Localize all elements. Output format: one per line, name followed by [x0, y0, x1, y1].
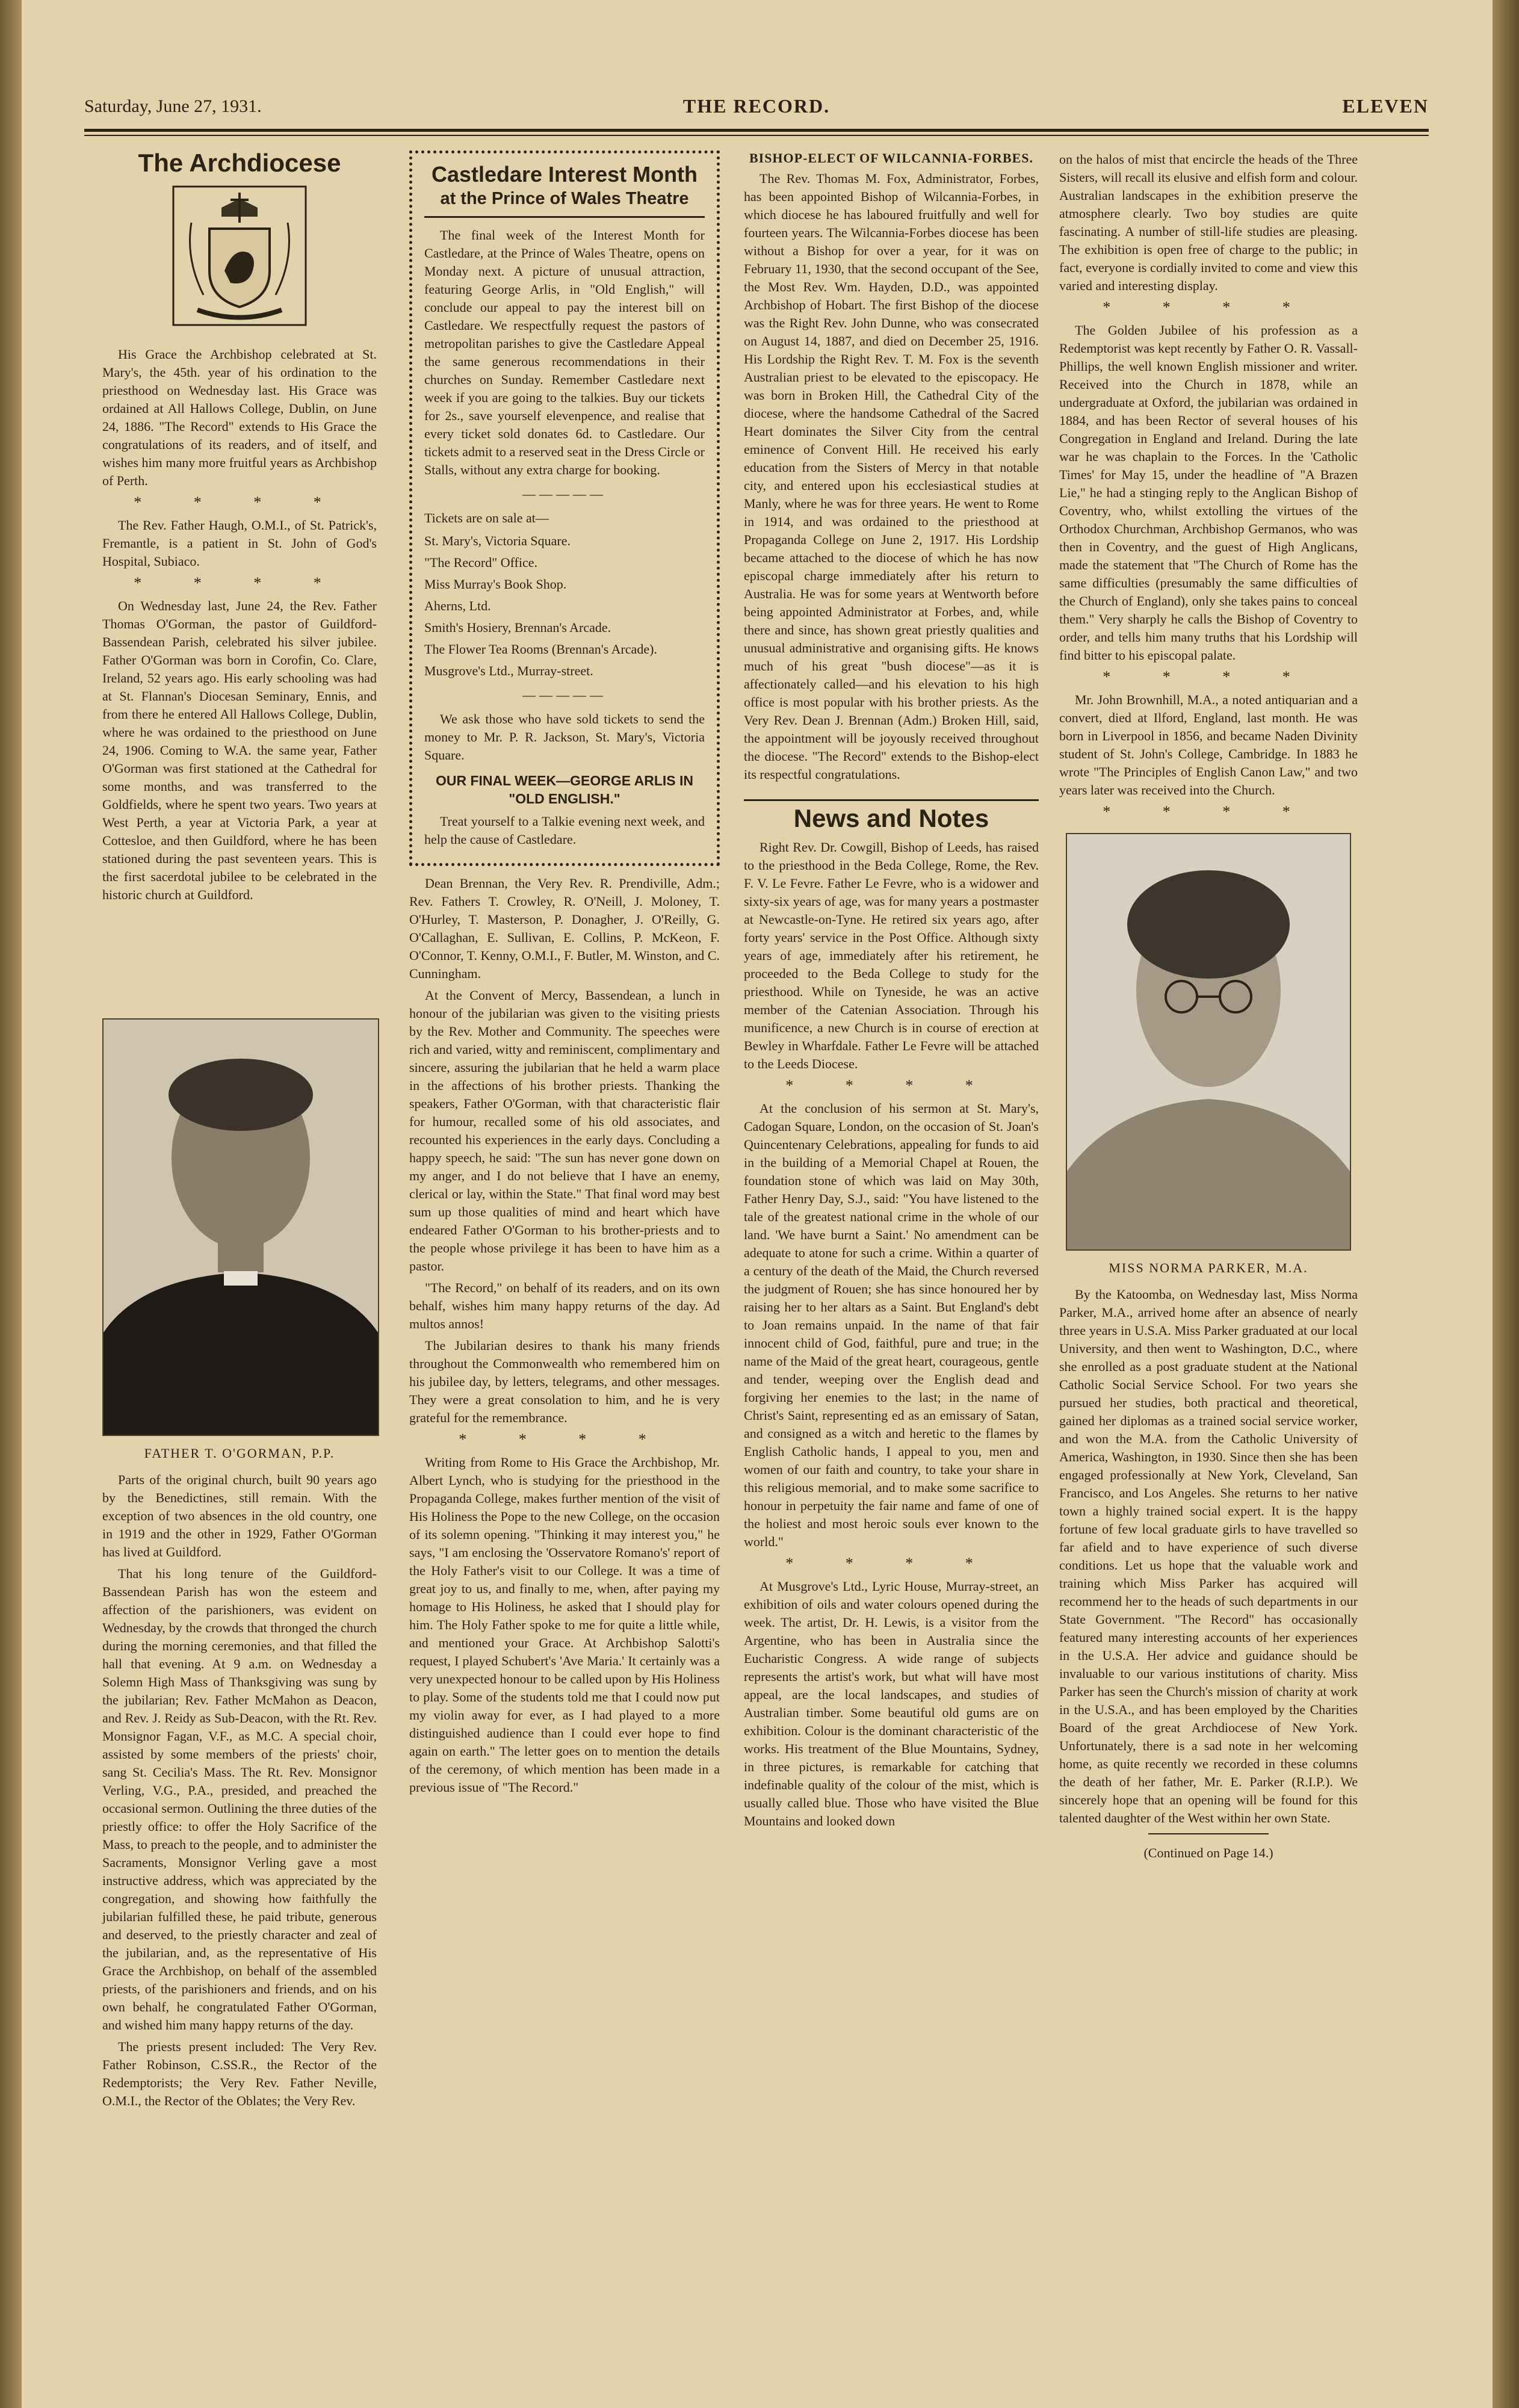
section-title-news-and-notes: News and Notes [744, 799, 1039, 828]
photo-norma-parker [1066, 833, 1351, 1251]
paragraph: On Wednesday last, June 24, the Rev. Father Thomas O'Gorman, the pastor of Guildford-Bassendean Parish, celebrated his silver jubilee. Father O'Gorman was born in Corofin, Co. Clare, Ireland, 52 years ago. His early schooling was had at St. Flannan's Diocesan Seminary, Ennis, and from there he entered All Hallows College, Dublin, where he was ordained to the priesthood on June 24, 1906. Coming to W.A. the same year, Father O'Gorman was first stationed at the Cathedral for some months, and was transferred to the Goldfields, where he spent two years. Two years at West Perth, a year at Victoria Park, a year at Cottesloe, and then Guildford, where he has been stationed during the past seventeen years. This is the first sacerdotal jubilee to be celebrated in the historic church at Guildford. [102, 598, 377, 902]
header-rule [84, 129, 1429, 132]
separator-stars: * * * * [134, 494, 345, 511]
page-number: ELEVEN [1342, 95, 1429, 117]
box-subheading: OUR FINAL WEEK—GEORGE ARLIS IN "OLD ENGLISH." [435, 773, 694, 806]
paragraph: on the halos of mist that encircle the heads of the Three Sisters, will recall its elusive and elfish form and colour. Australian landscapes in the exhibition preserve the atmosphere clearly. Two boy studies are quite fascinating. A number of still-life studies are pleasing. The exhibition is open free of charge to the public; in fact, everyone is cordially invited to come and view this varied and interesting display. [1059, 152, 1358, 293]
separator-stars: * * * * [1103, 299, 1314, 316]
box-title: Castledare Interest Month [431, 162, 698, 187]
paragraph: Treat yourself to a Talkie evening next week, and help the cause of Castledare. [424, 814, 705, 847]
list-item: Musgrove's Ltd., Murray-street. [424, 663, 593, 678]
issue-date: Saturday, June 27, 1931. [84, 96, 262, 116]
separator-stars: * * * * [785, 1077, 997, 1094]
portrait-image [1067, 834, 1350, 1249]
castledare-notice-box [409, 150, 720, 866]
masthead: THE RECORD. [682, 95, 831, 117]
paragraph: At the conclusion of his sermon at St. Mary's, Cadogan Square, London, on the occasion of St. Joan's Quincentenary Celebrations, appealing for funds to aid in the building of a Memorial Chapel at Rouen, the foundation stone of which was laid on May 30th, Father Henry Day, S.J., said: "You have listened to the tale of the greatest national crime in the whole of our land. 'We have burnt a Saint.' No amendment can be adequate to atone for such a crime. Within a quarter of a century of the death of the Maid, the Church reversed the judgment of Rouen; she has since honoured her by raising her to her altars as a Saint. But England's debt to Joan remains unpaid. In the name of that fair innocent child of God, faithful, pure and true; in the name of the Maid of the great heart, courageous, gentle and tender, weeping over the English dead and forgiving her enemies to the last; in the name of Christ's Saint, representing ed as an emissary of Satan, and consigned as a witch and heretic to the flames by English Catholic hands, I appeal to you, men and women of our faith and country, to take your share in this religious memorial, and to make some sacrifice to honour in perpetuity the fair name and fame of one of the holiest and most heroic souls ever known to the world." [744, 1101, 1039, 1549]
paragraph: Right Rev. Dr. Cowgill, Bishop of Leeds, has raised to the priesthood in the Beda College, Rome, the Rev. F. V. Le Fevre. Father Le Fevre, who is a widower and sixty-six years of age, was for many years a postmaster at Newcastle-on-Tyne. He retired six years ago, after forty years' service in the Post Office. Although sixty years of age, immediately after his retirement, he proceeded to the Beda College to study for the priesthood. While on Tyneside, he was an active member of the Catenian Association. Through his munificence, a new Church is in course of erection at Bewley in Wharfdale. Father Le Fevre will be attached to the Leeds Diocese. [744, 840, 1039, 1071]
paragraph: Dean Brennan, the Very Rev. R. Prendiville, Adm.; Rev. Fathers T. Crowley, R. O'Neill, J. Moloney, T. O'Hurley, T. Masterson, P. Donagher, J. O'Reilly, G. O'Callaghan, E. Sullivan, E. Collins, P. McKeon, F. O'Connor, T. Kenny, O.M.I., F. Butler, M. Winston, and C. Cunningham. [409, 876, 720, 981]
page-header [84, 91, 1429, 128]
paragraph: Parts of the original church, built 90 years ago by the Benedictines, still remain. With the exception of two absences in the old country, one in 1919 and the other in 1929, Father O'Gorman has lived at Guildford. [102, 1472, 377, 1559]
list-item: Miss Murray's Book Shop. [424, 577, 567, 592]
box-subtitle: at the Prince of Wales Theatre [424, 190, 705, 218]
list-item: Smith's Hosiery, Brennan's Arcade. [424, 620, 611, 635]
page-binding-shadow [0, 0, 22, 2408]
paragraph: The Rev. Thomas M. Fox, Administrator, Forbes, has been appointed Bishop of Wilcannia-Forbes, in which diocese he has laboured fruitfully and well for fourteen years. The Wilcannia-Forbes diocese has been without a Bishop for over a year, for it was on February 11, 1930, that the second occupant of the See, the Most Rev. Wm. Hayden, D.D., was appointed Archbishop of Hobart. The first Bishop of the diocese was the Right Rev. John Dunne, who was consecrated on August 14, 1887, and died on December 25, 1916. His Lordship the Right Rev. T. M. Fox is the seventh Australian priest to be elevated to the episcopacy. He was born in Broken Hill, the Cathedral City of the diocese, where the handsome Cathedral of the Sacred Heart dominates the Silver City from the central eminence of Convent Hill. He received his early education from the Sisters of Mercy in that notable city, and entered upon his ecclesiastical studies at Manly, where he was for three years. He went to Rome in 1914, and was ordained to the priesthood at Propaganda College on June 2, 1917. His Lordship became attached to the diocese of which he has now episcopal charge immediately after his return to Australia. He was for some years at Wentworth before being appointed Administrator at Forbes, and, while there and since, has shown great priestly qualities and unusual administrative and organising gifts. He knows much of his great "bush diocese"—as it is affectionately called—and his elevation to his high office is most popular with his brother priests. As the Very Rev. Dean J. Brennan (Adm.) Broken Hill, said, the appointment will be joyously received throughout the diocese. "The Record" extends to the Bishop-elect its respectful congratulations. [744, 171, 1039, 782]
paragraph: The final week of the Interest Month for Castledare, at the Prince of Wales Theatre, opens on Monday next. A picture of unusual attraction, featuring George Arlis, in "Old English," will conclude our appeal to pay the interest bill on Castledare. We respectfully request the pastors of metropolitan parishes to give the Castledare Appeal the same generous recommendations in their churches on Sunday. Remember Castledare next week if you are going to the talkies. Buy our tickets for 2s., save yourself elevenpence, and realise that every ticket sold donates 6d. to Castledare. Our tickets admit to a reserved seat in the Dress Circle or Stalls, without any extra charge for booking. [424, 227, 705, 477]
paragraph: At the Convent of Mercy, Bassendean, a lunch in honour of the jubilarian was given to the visiting priests by the Rev. Mother and Community. The speeches were rich and varied, witty and reminiscent, complimentary and sincere, assuring the jubilarian that he held a warm place in the affections of his brother priests. Thanking the speakers, Father O'Gorman, with that characteristic flair for humour, recalled some of his old associates, and recounted his experiences in the early days. Concluding a happy speech, he said: "The sun has never gone down on my anger, and I do not believe that I have an enemy, clerical or lay, within the State." That final word may best sum up those qualities of mind and heart which have endeared Father O'Gorman to his brother-priests and to the people whose privilege it has been to have him as a pastor. [409, 988, 720, 1274]
paragraph: The Rev. Father Haugh, O.M.I., of St. Patrick's, Fremantle, is a patient in St. John of God's Hospital, Subiaco. [102, 518, 377, 569]
paragraph: By the Katoomba, on Wednesday last, Miss Norma Parker, M.A., arrived home after an absence of nearly three years in U.S.A. Miss Parker graduated at our local University, and then went to Washington, D.C., where she enrolled as a post graduate student at the National Catholic Social Service School. For two years she pursued her studies, both practical and theoretical, gained her diplomas as a trained social service worker, and won the M.A. from the Catholic University of America, Washington, in 1930. Since then she has been engaged professionally at New York, Cleveland, San Francisco, and Los Angeles. She returns to her native town a highly trained social expert. It is the happy fortune of few local graduate girls to have travelled so far afield and to have experience of such diverse conditions. Let us hope that the valuable work and training which Miss Parker has acquired will recommend her to the heads of such departments in our State Government. "The Record" has occasionally featured many interesting accounts of her experiences in the U.S.A. Her advice and guidance should be invaluable to our various institutions of charity. Miss Parker has seen the Church's mission of charity at work in the U.S.A., and has been employed by the Charities Board of the great Archdiocese of New York. Unfortunately, there is a sad note in her welcoming home, as quite recently we recorded in these columns the death of her father, Mr. E. Parker (R.I.P.). We sincerely hope that an opening will be found for this talented daughter of the West within her own State. [1059, 1287, 1358, 1825]
photo-father-ogorman [102, 1018, 379, 1436]
column-castledare [409, 150, 720, 1800]
separator-stars: * * * * [459, 1431, 670, 1448]
portrait-image [104, 1020, 378, 1435]
ticket-outlets-list [424, 532, 705, 680]
separator-stars: * * * * [134, 574, 345, 592]
paragraph: That his long tenure of the Guildford-Bassendean Parish has won the esteem and affection of the parishioners, was evident on Wednesday, by the crowds that thronged the church during the morning ceremonies, and that filled the hall that evening. At 9 a.m. on Wednesday a Solemn High Mass of Thanksgiving was sung by the jubilarian; Rev. Father McMahon as Deacon, and Rev. J. Reidy as Sub-Deacon, with the Rt. Rev. Monsignor Fagan, V.F., as M.C. A special choir, assisted by some members of the priests' choir, sang St. Cecilia's Mass. The Rt. Rev. Monsignor Verling, V.G., P.A., presided, and preached the occasional sermon. Outlining the three duties of the priestly office: to offer the Holy Sacrifice of the Mass, to preach to the people, and to administer the Sacraments, Monsignor Verling gave a most instructive address, which was appreciated by the congregation, and showing how faithfully the jubilarian fulfilled these, he paid tribute, generous and deserved, to the priestly character and zeal of the jubilarian, and, as the representative of His Grace the Archbishop, on behalf of the assembled priests, of the parishioners and friends, and on his own behalf, he congratulated Father O'Gorman, and wished him many happy returns of the day. [102, 1566, 377, 2032]
separator-stars: * * * * [1103, 803, 1314, 820]
continued-notice: (Continued on Page 14.) [1143, 1845, 1273, 1860]
divider: ————— [522, 486, 607, 501]
divider [1148, 1833, 1269, 1834]
list-item: Aherns, Ltd. [424, 598, 491, 613]
column-archdiocese [102, 150, 377, 2114]
divider: ————— [522, 687, 607, 702]
paragraph: His Grace the Archbishop celebrated at St. Mary's, the 45th. year of his ordination to the priesthood on Wednesday last. His Grace was ordained at All Hallows College, Dublin, on June 24, 1886. "The Record" extends to His Grace the congratulations of its readers, and of itself, and wishes him many more fruitful years as Archbishop of Perth. [102, 347, 377, 488]
tickets-intro: Tickets are on sale at— [424, 510, 549, 525]
column-news [744, 150, 1039, 1834]
section-title-archdiocese: The Archdiocese [138, 149, 341, 177]
paragraph: Writing from Rome to His Grace the Archbishop, Mr. Albert Lynch, who is studying for the priesthood in the Propaganda College, makes further mention of the visit of His Holiness the Pope to the new College, on the occasion of its solemn opening. "Thinking it may interest you," he says, "I am enclosing the 'Osservatore Romano's' report of the Holy Father's visit to our College. It was a time of great joy to us, and finally to me, when, after paying my homage to His Holiness, he asked that I should play for him. The Holy Father spoke to me for quite a little while, and mentioned your Grace. At Archbishop Salotti's request, I played Schubert's 'Ave Maria.' It certainly was a very unexpected honour to be called upon by His Holiness to play. Some of the students told me that I could now put my violin away for ever, as I had played to a more distinguished audience than I could ever hope to find again on earth." The letter goes on to mention the details of the ceremony, of which mention has been made in a previous issue of "The Record." [409, 1455, 720, 1795]
paragraph: We ask those who have sold tickets to send the money to Mr. P. R. Jackson, St. Mary's, Victoria Square. [424, 711, 705, 763]
paragraph: The Golden Jubilee of his profession as a Redemptorist was kept recently by Father O. R. Vassall-Phillips, the well known English missioner and writer. Received into the Church in 1878, while an undergraduate at Oxford, the jubilarian was ordained in 1884, and has been Rector of several houses of his Congregation in England and Ireland. During the late war he was chaplain to the Forces. In the 'Catholic Times' for May 15, under the headline of "A Brazen Lie," he had a stinging reply to the Anglican Bishop of Coventry, who, whilst extolling the virtues of the Orthodox Churchman, Archbishop Germanos, who was then in Coventry, and the guest of High Anglicans, made the statement that "The Church of Rome has the same difficulties (presumably the same difficulties of the Church of England), only she takes pains to conceal them." Very sharply he calls the Bishop of Coventry to order, and tells him many truths that his Lordship will find bitter to his episcopal palate. [1059, 323, 1358, 663]
photo-caption: FATHER T. O'GORMAN, P.P. [144, 1446, 335, 1461]
paragraph: Mr. John Brownhill, M.A., a noted antiquarian and a convert, died at Ilford, England, last month. He was born in Liverpool in 1856, and became Naden Divinity student of St. John's College, Cambridge. In 1883 he wrote "The Principles of English Canon Law," and two years later was received into the Church. [1059, 692, 1358, 797]
separator-stars: * * * * [785, 1555, 997, 1572]
list-item: "The Record" Office. [424, 555, 537, 570]
list-item: St. Mary's, Victoria Square. [424, 533, 571, 548]
header-rule-thin [84, 135, 1429, 136]
paragraph: The priests present included: The Very Rev. Father Robinson, C.SS.R., the Rector of the Redemptorists; the Very Rev. Father Neville, O.M.I., the Rector of the Oblates; the Very Rev. [102, 2039, 377, 2108]
coat-of-arms-icon [167, 181, 312, 331]
page-edge-shadow [1493, 0, 1519, 2408]
paragraph: The Jubilarian desires to thank his many friends throughout the Commonwealth who remembered him on his jubilee day, by letters, telegrams, and other messages. They were a great consolation to him, and he is very grateful for the remembrance. [409, 1338, 720, 1425]
paragraph: "The Record," on behalf of its readers, and on its own behalf, wishes him many happy returns of the day. Ad multos annos! [409, 1280, 720, 1331]
list-item: The Flower Tea Rooms (Brennan's Arcade). [424, 642, 657, 657]
photo-caption: MISS NORMA PARKER, M.A. [1109, 1260, 1308, 1275]
paragraph: At Musgrove's Ltd., Lyric House, Murray-street, an exhibition of oils and water colours opened during the week. The artist, Dr. H. Lewis, is a visitor from the Argentine, who has been in Australia since the Eucharistic Congress. A wide range of subjects represents the artist's work, but what will have most appeal, are the local landscapes, and studies of Australian timber. Some beautiful old gums are on exhibition. Colour is the dominant characteristic of the works. His treatment of the Blue Mountains, Sydney, in three pictures, is remarkable for catching that indefinable quality of the colour of the mist, which is usually called blue. Those who have visited the Blue Mountains and looked down [744, 1579, 1039, 1828]
article-heading: BISHOP-ELECT OF WILCANNIA-FORBES. [749, 150, 1034, 166]
column-news-continued [1059, 150, 1358, 1862]
separator-stars: * * * * [1103, 668, 1314, 686]
